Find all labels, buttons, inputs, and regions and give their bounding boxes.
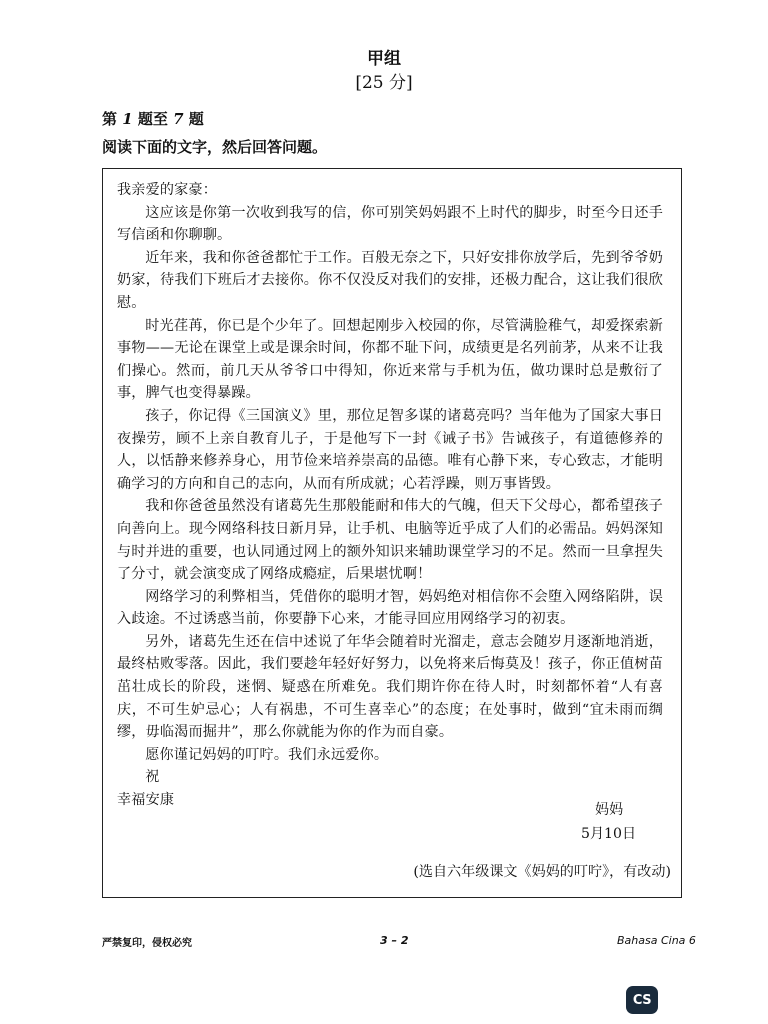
page-number: 3 – 2	[380, 934, 409, 947]
badge-text: CS	[632, 992, 652, 1008]
question-range-to: 7	[173, 110, 184, 128]
footer-copyright: 严禁复印，侵权必究	[102, 938, 192, 949]
letter-paragraph: 这应该是你第一次收到我写的信，你可别笑妈妈跟不上时代的脚步，时至今日还手写信函和你聊聊。	[117, 204, 663, 244]
letter-paragraph: 愿你谨记妈妈的叮咛。我们永远爱你。	[145, 746, 389, 763]
passage-box	[102, 168, 682, 898]
question-range-from: 1	[122, 110, 133, 128]
letter-date: 5月10日	[581, 826, 637, 842]
letter-salutation: 我亲爱的家豪：	[117, 182, 218, 198]
letter-paragraph: 孩子，你记得《三国演义》里，那位足智多谋的诸葛亮吗？当年他为了国家大事日夜操劳，顾不上亲自教育儿子，于是他写下一封《诫子书》告诫孩子，有道德修养的人，以恬静来修养身心，用节俭来培养崇高的品德。唯有心静下来，专心致志，才能明确学习的方向和自己的志向，从而有所成就；心若浮躁，则万事皆毁。	[117, 407, 663, 492]
question-range-prefix: 第	[102, 110, 123, 128]
letter-wish: 祝	[145, 769, 160, 786]
footer-subject: Bahasa Cina 6	[617, 934, 696, 947]
question-range-mid: 题至	[132, 110, 174, 128]
letter-paragraph: 时光荏苒，你已是个少年了。回想起刚步入校园的你，尽管满脸稚气，却爱探索新事物——无论在课堂上或是课余时间，你都不耻下问，成绩更是名列前茅，从来不让我们操心。然而，前几天从爷爷口中得知，你近来常与手机为伍，做功课时总是敷衍了事，脾气也变得暴躁。	[117, 317, 663, 402]
letter-paragraph: 我和你爸爸虽然没有诸葛先生那般能耐和伟大的气魄，但天下父母心，都希望孩子向善向上。现今网络科技日新月异，让手机、电脑等近乎成了人们的必需品。妈妈深知与时并进的重要，也认同通过网上的额外知识来辅助课堂学习的不足。然而一旦拿捏失了分寸，就会演变成了网络成瘾症，后果堪忧啊！	[117, 498, 663, 583]
source-note: (选自六年级课文《妈妈的叮咛》，有改动)	[413, 864, 671, 880]
letter-paragraph: 网络学习的利弊相当，凭借你的聪明才智，妈妈绝对相信你不会堕入网络陷阱，误入歧途。不过诱惑当前，你要静下心来，才能寻回应用网络学习的初衷。	[117, 588, 663, 628]
letter-paragraph: 另外，诸葛先生还在信中述说了年华会随着时光溜走，意志会随岁月逐渐地消逝，最终枯败零落。因此，我们要趁年轻好好努力，以免将来后悔莫及！孩子，你正值树苗茁壮成长的阶段，迷惘、疑惑在所难免。我们期许你在待人时，时刻都怀着“人有喜庆，不可生妒忌心；人有祸患，不可生喜幸心”的态度；在处事时，做到“宜未雨而绸缪，毋临渴而掘井”，那么你就能为你的作为而自豪。	[117, 633, 663, 741]
letter-passage	[117, 179, 663, 812]
letter-closing: 幸福安康	[117, 792, 175, 809]
letter-paragraph: 近年来，我和你爸爸都忙于工作。百般无奈之下，只好安排你放学后，先到爷爷奶奶家，待我们下班后才去接你。你不仅没反对我们的安排，还极力配合，这让我们很欣慰。	[117, 249, 663, 311]
camscanner-logo-icon	[626, 986, 658, 1014]
question-range-suffix: 题	[183, 110, 204, 128]
section-score: [25 分]	[355, 73, 413, 93]
section-title: 甲组	[367, 49, 401, 69]
question-range	[102, 108, 204, 129]
instruction: 阅读下面的文字，然后回答问题。	[102, 138, 328, 156]
letter-signature: 妈妈	[595, 802, 624, 818]
